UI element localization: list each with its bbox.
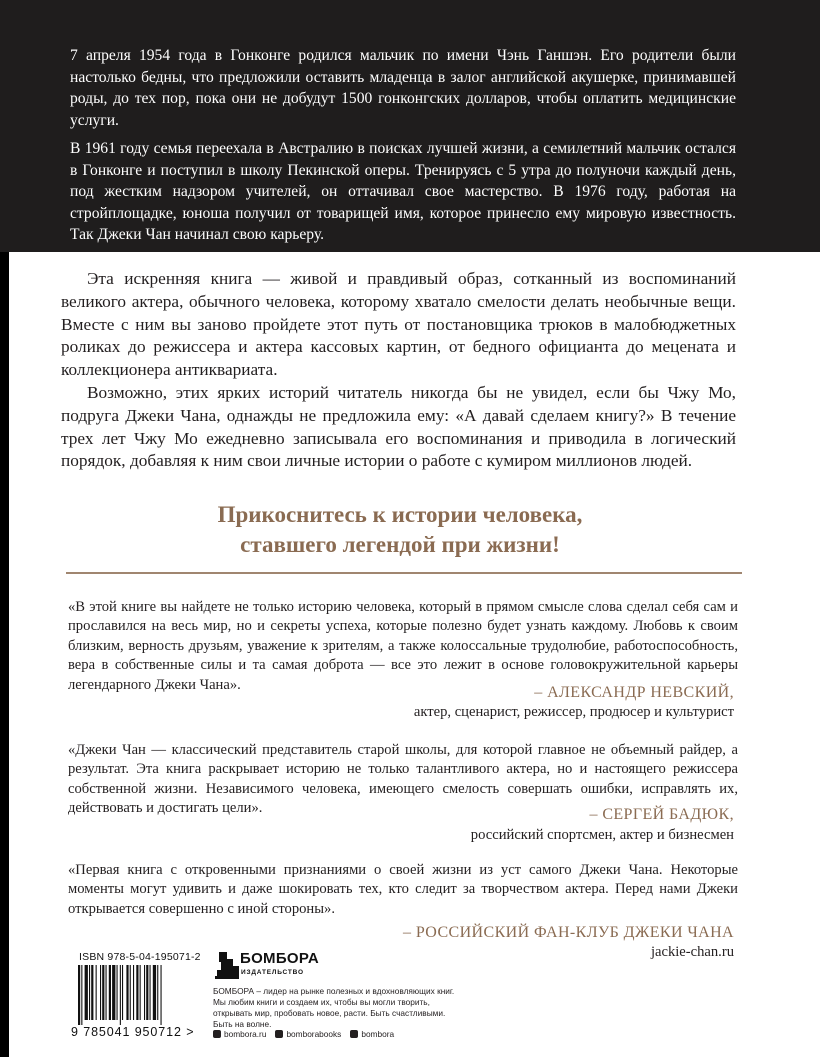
intro-band	[0, 0, 820, 252]
social-site[interactable]	[213, 1029, 266, 1039]
social-site-label: bombora.ru	[224, 1029, 267, 1039]
social-vk-label: bomborabooks	[286, 1029, 342, 1039]
quote-3-role: jackie-chan.ru	[650, 944, 734, 960]
telegram-icon	[350, 1030, 358, 1038]
isbn-label: ISBN 978-5-04-195071-2	[79, 951, 201, 963]
quote-2-text: «Джеки Чан — классический представитель старой школы, для которой главное не объемный райдер, а результат. Эта книга раскрывает историю не только талантливого актера, но и настоящего режиссера собственной жизни. Независимого человека, имеющего смелость совершать ошибки, исправлять их, действовать и достигать цели».	[68, 742, 738, 817]
barcode-digits: 9 785041 950712 >	[71, 1025, 195, 1039]
quote-2-role: российский спортсмен, актер и бизнесмен	[470, 827, 734, 843]
intro-paragraph-2: В 1961 году семья переехала в Австралию в поисках лучшей жизни, а семилетний мальчик остался в Гонконге и поступил в школу Пекинской оперы. Тренируясь с 5 утра до полуночи каждый день, под жестким надзором учителей, он оттачивал свое мастерство. В 1976 году, работая на стройплощадке, юноша получил от товарищей имя, которое принесло ему мировую известность. Так Джеки Чан начинал свою карьеру.	[70, 140, 736, 244]
publisher-sub: ИЗДАТЕЛЬСТВО	[241, 969, 304, 976]
body-paragraph-2: Возможно, этих ярких историй читатель никогда бы не увидел, если бы Чжу Мо, подруга Джеки Чана, однажды не предложила ему: «А давай сделаем книгу?» В течение трех лет Чжу Мо ежедневно записывала его воспоминания и приводила в логический порядок, добавляя к ним свои личные истории о работе с кумиром миллионов людей.	[61, 383, 736, 471]
publisher-name: БОМБОРА	[240, 950, 320, 967]
social-telegram[interactable]	[350, 1029, 394, 1039]
quote-1-text: «В этой книге вы найдете не только историю человека, который в прямом смысле слова сделал себя сам и прославился на весь мир, но и секреты успеха, которые полезно будет узнать каждому. Любовь к своим близким, верность друзьям, уважение к зрителям, а также колоссальные трудолюбие, работоспособность, вера в собственные силы и та самая доброта — все это лежит в основе головокружительной карьеры легендарного Джеки Чана».	[68, 599, 738, 693]
quote-1-author: – АЛЕКСАНДР НЕВСКИЙ,	[534, 684, 734, 701]
headline	[60, 500, 740, 560]
headline-line-2: ставшего легендой при жизни!	[240, 532, 560, 557]
divider	[66, 572, 742, 574]
publisher-description: БОМБОРА – лидер на рынке полезных и вдохновляющих книг. Мы любим книги и создаем их, чтобы вы могли творить, открывать мир, пробовать новое, расти. Быть счастливыми. Быть на волне.	[213, 986, 455, 1029]
vk-icon	[275, 1030, 283, 1038]
quote-3-text: «Первая книга с откровенными признаниями о своей жизни из уст самого Джеки Чана. Некоторые моменты могут удивить и даже шокировать тех, кто следит за творчеством актера. Перед нами Джеки открывается совершенно с иной стороны».	[68, 862, 738, 917]
publisher-socials	[213, 1029, 394, 1039]
barcode	[77, 965, 192, 1025]
social-telegram-label: bombora	[361, 1029, 395, 1039]
intro-paragraph-1: 7 апреля 1954 года в Гонконге родился мальчик по имени Чэнь Ганшэн. Его родители были настолько бедны, что предложили оставить младенца в залог английской акушерке, принимавшей роды, до тех пор, пока они не добудут 1500 гонконгских долларов, чтобы оплатить медицинские услуги.	[70, 47, 736, 129]
quote-3-author: – РОССИЙСКИЙ ФАН-КЛУБ ДЖЕКИ ЧАНА	[403, 924, 734, 941]
social-vk[interactable]	[275, 1029, 341, 1039]
quote-2-author: – СЕРГЕЙ БАДЮК,	[589, 806, 734, 823]
quote-1-role: актер, сценарист, режиссер, продюсер и культурист	[413, 704, 734, 720]
body-paragraph-1: Эта искренняя книга — живой и правдивый образ, сотканный из воспоминаний великого актера, обычного человека, которому хватало смелости делать необычные вещи. Вместе с ним вы заново пройдете этот путь от постановщика трюков в малобюджетных роликах до режиссера и актера кассовых картин, от бедного официанта до мецената и коллекционера антиквариата.	[61, 269, 736, 380]
web-icon	[213, 1030, 221, 1038]
headline-line-1: Прикоснитесь к истории человека,	[217, 502, 583, 527]
